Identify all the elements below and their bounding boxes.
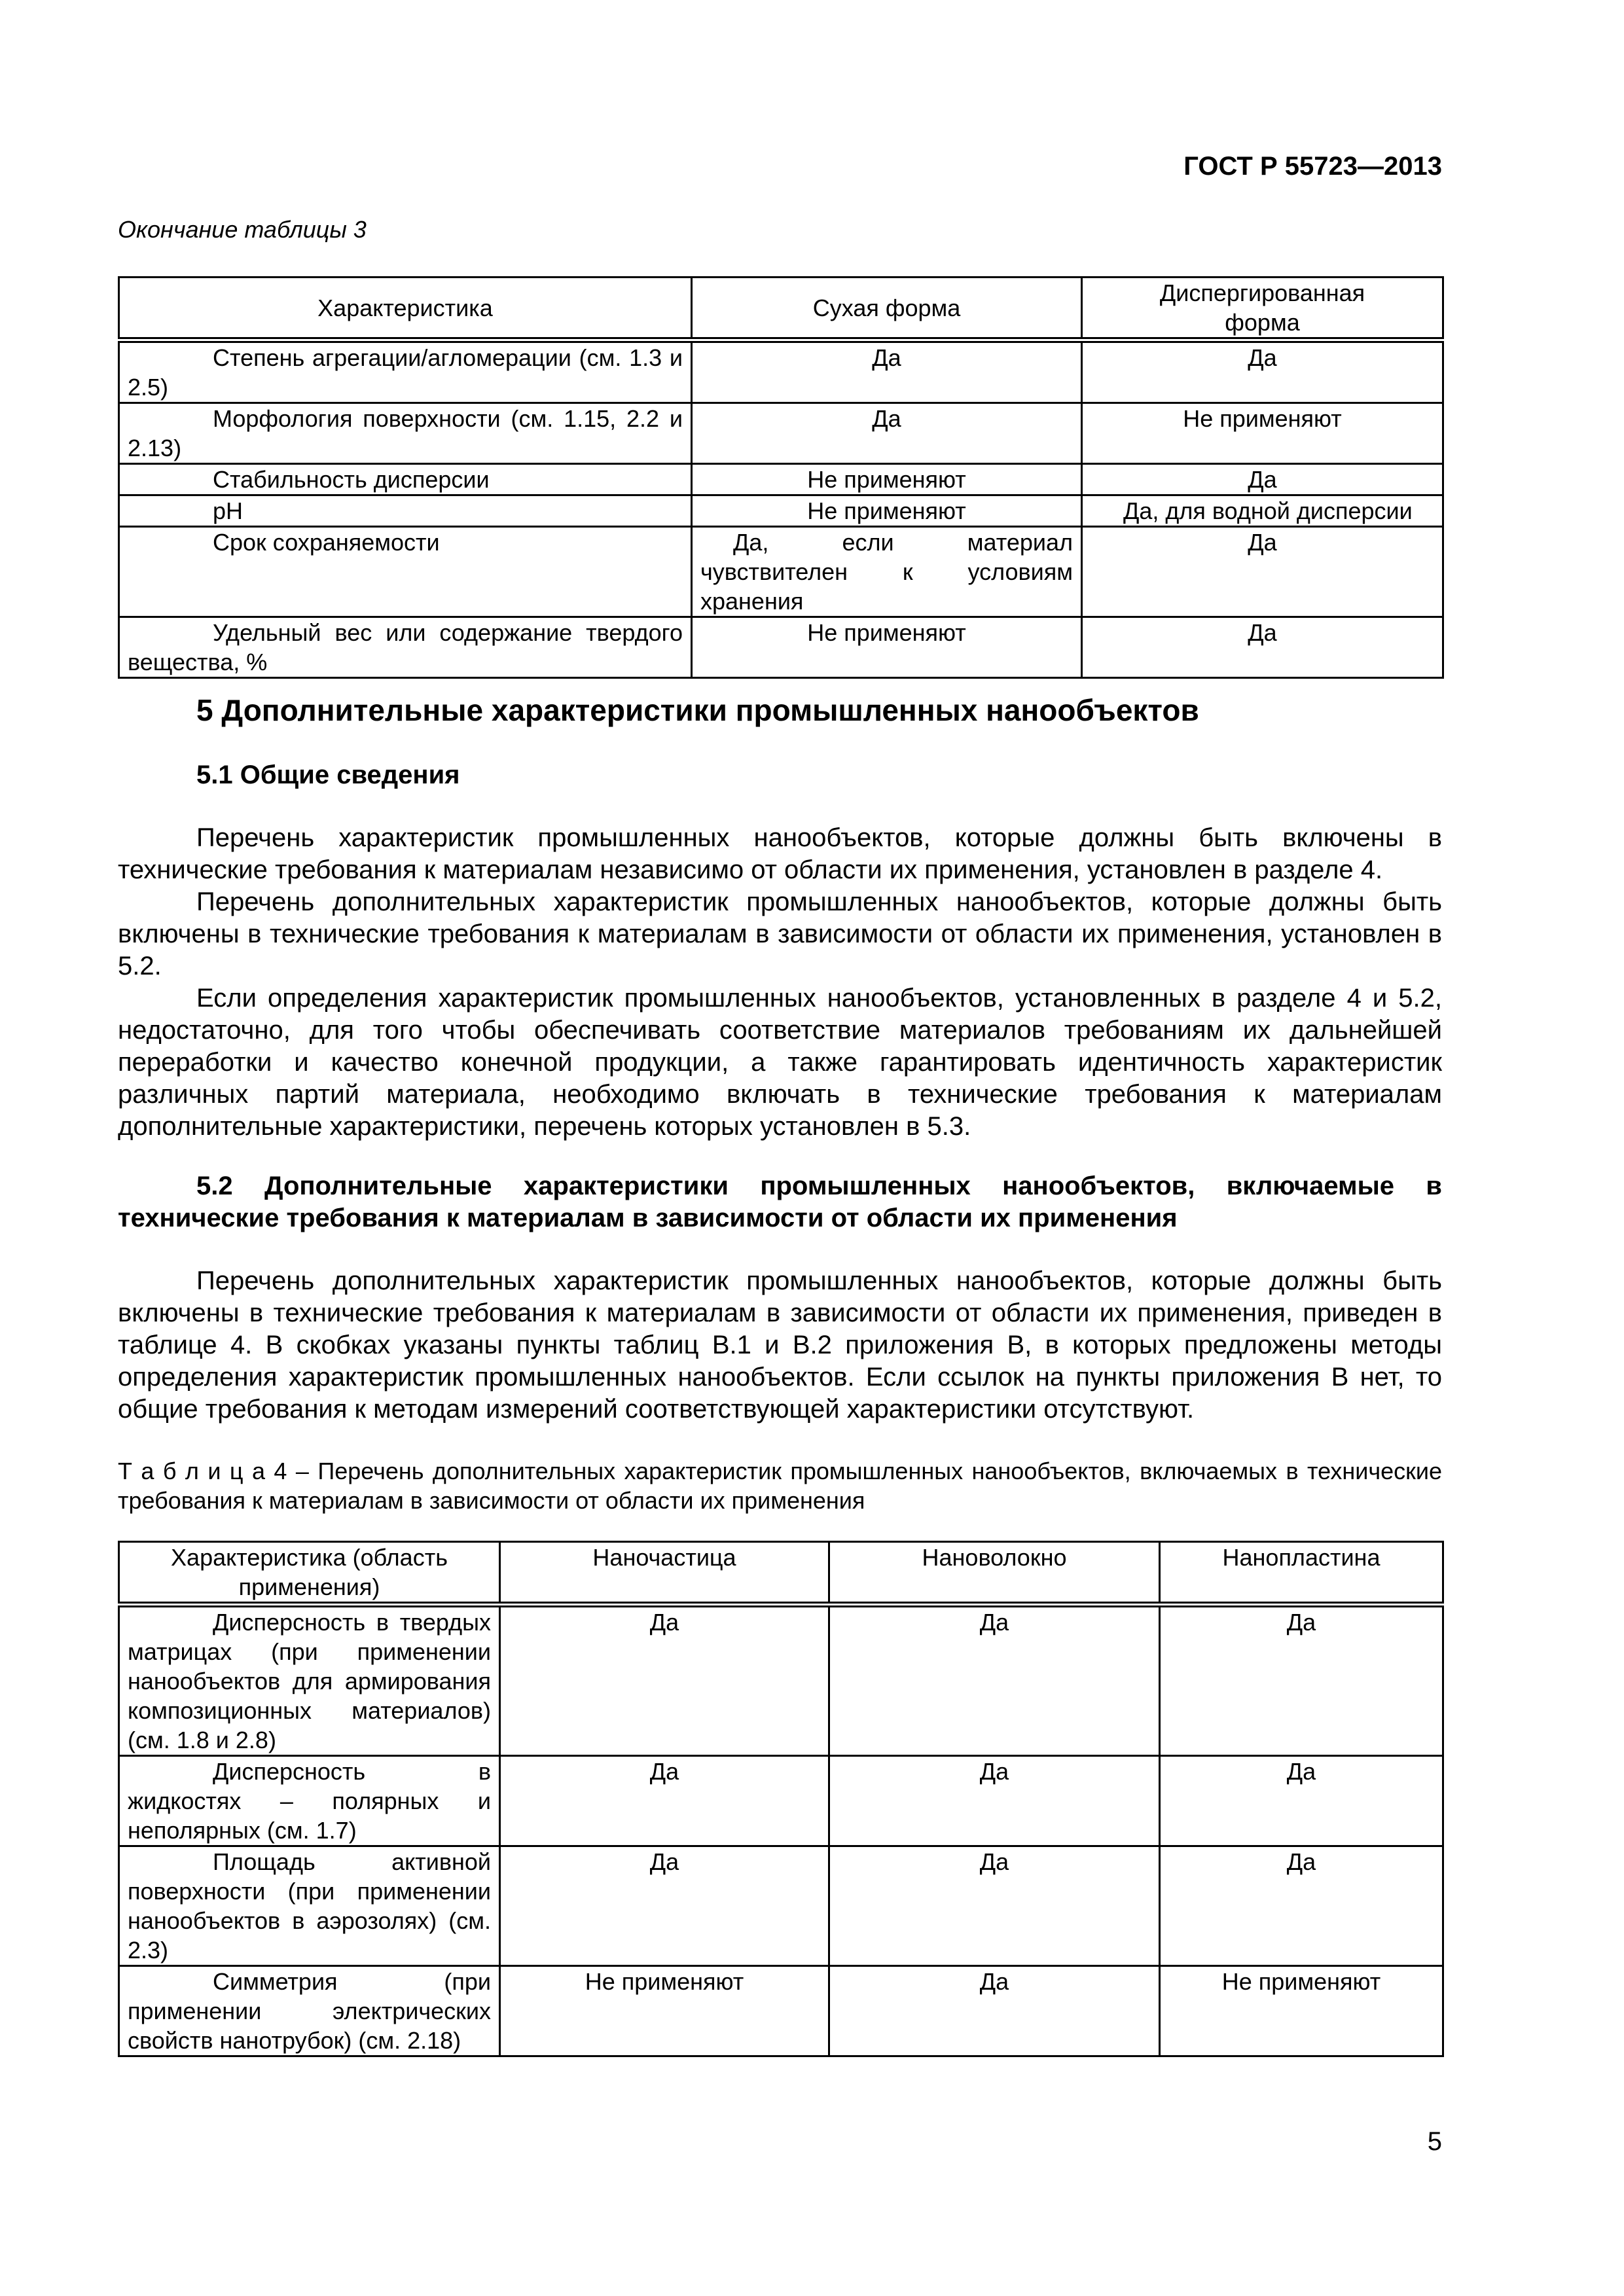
section-5-1-text [118, 822, 1442, 1143]
paragraph: Перечень характеристик промышленных нанообъектов, которые должны быть включены в технические требования к материалам независимо от области их применения, установлен в разделе 4. [118, 823, 1442, 884]
value-cell: Не применяют [692, 617, 1082, 678]
value-cell: Да [829, 1605, 1160, 1756]
table-row [119, 1966, 1443, 2056]
column-header: Сухая форма [692, 278, 1082, 340]
value-cell: Да [1082, 340, 1443, 403]
characteristic-cell: Площадь активной поверхности (при применении нанообъектов в аэрозолях) (см. 2.3) [119, 1846, 500, 1966]
column-header: Характеристика (область применения) [119, 1542, 500, 1605]
value-cell: Да [500, 1605, 829, 1756]
value-cell: Не применяют [500, 1966, 829, 2056]
value-cell: Да, если материал чувствителен к условиям хранения [692, 527, 1082, 617]
table-row [119, 403, 1443, 464]
table-4 [118, 1541, 1444, 2057]
section-5-1-heading: 5.1 Общие сведения [196, 761, 460, 789]
column-header: Диспергированная форма [1082, 278, 1443, 340]
value-cell: Да [500, 1846, 829, 1966]
section-5-2-text [118, 1265, 1442, 1426]
characteristic-cell: Дисперсность в твердых матрицах (при применении нанообъектов для армирования композиционных материалов) (см. 1.8 и 2.8) [119, 1605, 500, 1756]
table4-caption: Т а б л и ц а 4 – Перечень дополнительных характеристик промышленных нанообъектов, включаемых в технические требования к материалам в зависимости от области их применения [118, 1458, 1442, 1514]
document-header: ГОСТ Р 55723—2013 [1183, 152, 1442, 181]
characteristic-cell: Удельный вес или содержание твердого вещества, % [119, 617, 692, 678]
table-header-row [119, 1542, 1443, 1605]
table-row [119, 1846, 1443, 1966]
value-cell: Да [1160, 1846, 1443, 1966]
value-cell: Да, для водной дисперсии [1082, 495, 1443, 527]
value-cell: Да [1082, 527, 1443, 617]
section-5-2-heading: 5.2 Дополнительные характеристики промышленных нанообъектов, включаемые в технические требования к материалам в зависимости от области их применения [118, 1172, 1442, 1232]
table-3 [118, 276, 1444, 679]
paragraph: Перечень дополнительных характеристик промышленных нанообъектов, которые должны быть включены в технические требования к материалам в зависимости от области их применения, установлен в 5.2. [118, 888, 1442, 980]
column-header: Характеристика [119, 278, 692, 340]
table-row [119, 464, 1443, 495]
paragraph: Если определения характеристик промышленных нанообъектов, установленных в разделе 4 и 5.2, недостаточно, для того чтобы обеспечивать соответствие материалов требованиям их дальнейшей переработки и качество конечной продукции, а также гарантировать идентичность характеристик различных партий материала, необходимо включать в технические требования к материалам дополнительные характеристики, перечень которых установлен в 5.3. [118, 984, 1442, 1141]
characteristic-cell: Морфология поверхности (см. 1.15, 2.2 и 2.13) [119, 403, 692, 464]
value-cell: Да [1160, 1756, 1443, 1846]
column-header: Нановолокно [829, 1542, 1160, 1605]
characteristic-cell: Степень агрегации/агломерации (см. 1.3 и 2.5) [119, 340, 692, 403]
value-cell: Да [829, 1756, 1160, 1846]
paragraph: Перечень дополнительных характеристик промышленных нанообъектов, которые должны быть включены в технические требования к материалам в зависимости от области их применения, приведен в таблице 4. В скобках указаны пункты таблиц В.1 и В.2 приложения В, в которых предложены методы определения характеристик промышленных нанообъектов. Если ссылок на пункты приложения В нет, то общие требования к методам измерений соответствующей характеристики отсутствуют. [118, 1266, 1442, 1424]
value-cell: Не применяют [692, 464, 1082, 495]
table-row [119, 527, 1443, 617]
section-5-heading: 5 Дополнительные характеристики промышленных нанообъектов [196, 693, 1199, 727]
value-cell: Не применяют [1160, 1966, 1443, 2056]
value-cell: Да [1082, 617, 1443, 678]
table-row [119, 340, 1443, 403]
value-cell: Да [1160, 1605, 1443, 1756]
value-cell: Да [692, 340, 1082, 403]
characteristic-cell: Дисперсность в жидкостях – полярных и неполярных (см. 1.7) [119, 1756, 500, 1846]
value-cell: Да [500, 1756, 829, 1846]
table3-caption: Окончание таблицы 3 [118, 216, 367, 243]
column-header: Нанопластина [1160, 1542, 1443, 1605]
table-row [119, 495, 1443, 527]
characteristic-cell: Симметрия (при применении электрических свойств нанотрубок) (см. 2.18) [119, 1966, 500, 2056]
table-row [119, 617, 1443, 678]
value-cell: Да [692, 403, 1082, 464]
page-number: 5 [1427, 2127, 1442, 2156]
characteristic-cell: pH [119, 495, 692, 527]
value-cell: Не применяют [692, 495, 1082, 527]
table-header-row [119, 278, 1443, 340]
value-cell: Не применяют [1082, 403, 1443, 464]
table-row [119, 1605, 1443, 1756]
table-row [119, 1756, 1443, 1846]
value-cell: Да [829, 1966, 1160, 2056]
characteristic-cell: Стабильность дисперсии [119, 464, 692, 495]
characteristic-cell: Срок сохраняемости [119, 527, 692, 617]
column-header: Наночастица [500, 1542, 829, 1605]
value-cell: Да [1082, 464, 1443, 495]
value-cell: Да [829, 1846, 1160, 1966]
